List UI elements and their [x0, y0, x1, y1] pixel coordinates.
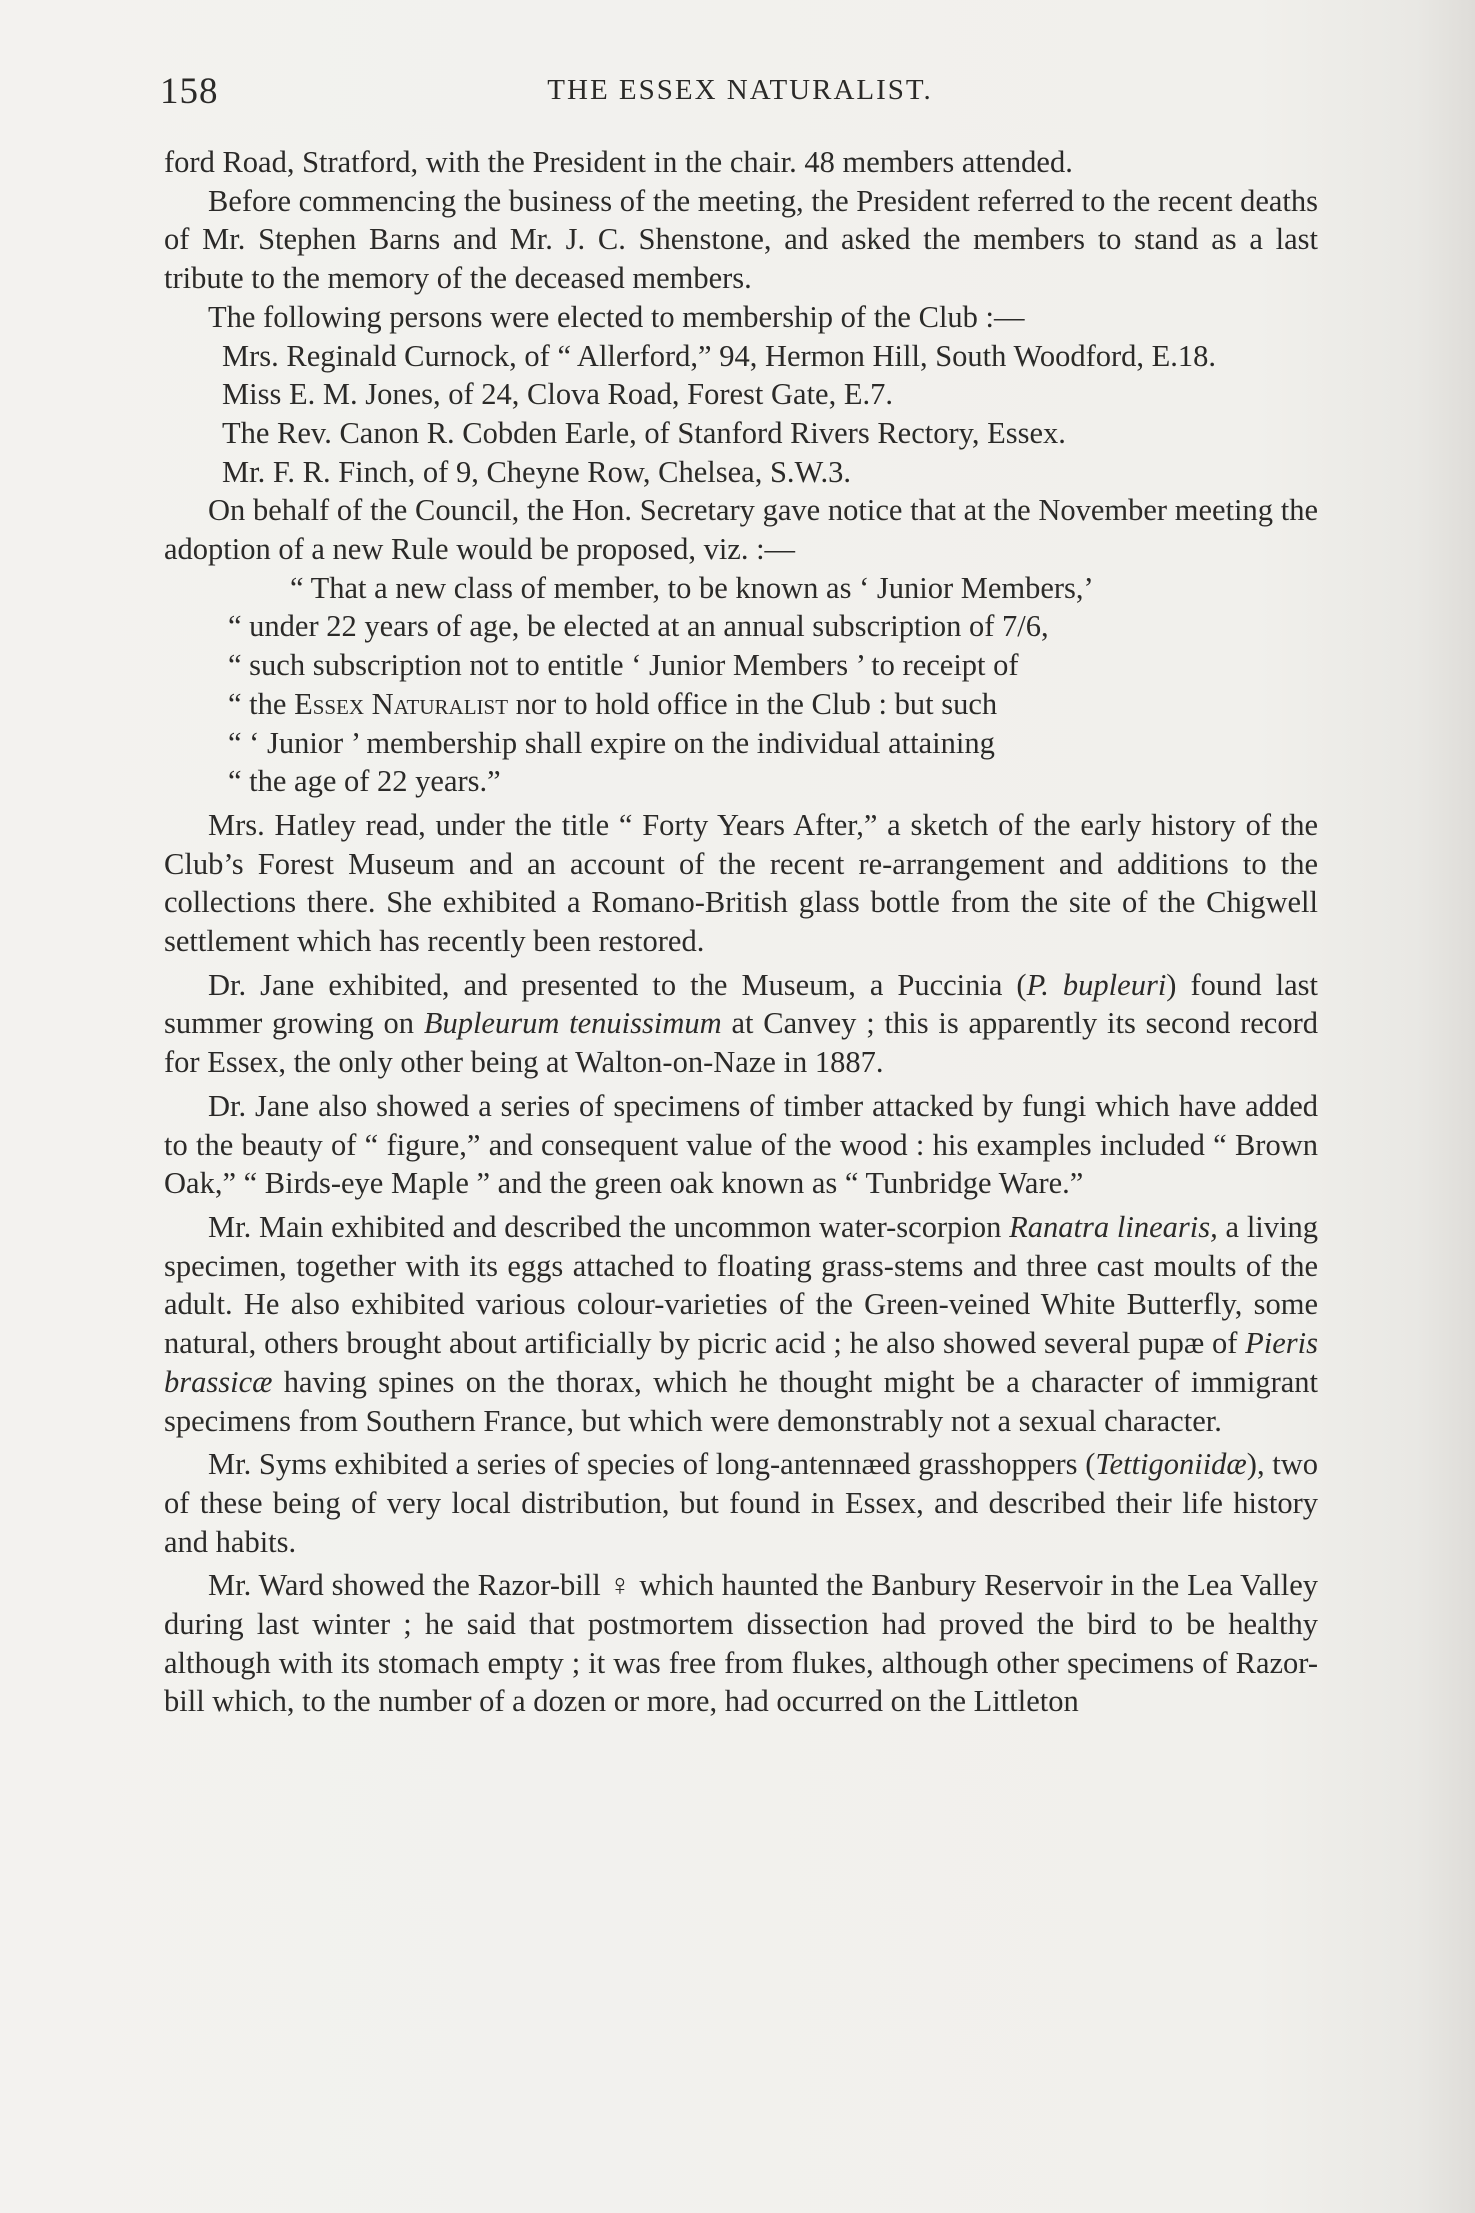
paragraph-jane-puccinia: Dr. Jane exhibited, and presented to the Museum, a Puccinia (P. bupleuri) found last summer growing on Bupleurum tenuissimum at Canvey ; this is apparently its second record for Essex, the only other being at Walton-on-Naze in 1887. [164, 967, 1318, 1080]
quote-line: “ the Essex Naturalist nor to hold office in the Club : but such [228, 686, 998, 721]
member-entry: The Rev. Canon R. Cobden Earle, of Stanford Rivers Rectory, Essex. [222, 415, 1066, 450]
family-name: Tettigoniidæ [1095, 1447, 1247, 1482]
page-header [160, 70, 1320, 120]
page-number: 158 [160, 71, 219, 112]
paragraph-hatley: Mrs. Hatley read, under the title “ Forty Years After,” a sketch of the early history of the Club’s Forest Museum and an account of the recent re-arrangement and additions to the collections there. She exhibited a Romano-British glass bottle from the site of the Chigwell settlement which has recently been restored. [164, 807, 1318, 959]
quote-line: “ ‘ Junior ’ membership shall expire on the individual attaining [228, 725, 995, 760]
species-name: Ranatra linearis, [1009, 1209, 1218, 1244]
paragraph-council-notice: On behalf of the Council, the Hon. Secretary gave notice that at the November meeting the adoption of a new Rule would be proposed, viz. :— [164, 493, 1318, 567]
paragraph-ward: Mr. Ward showed the Razor-bill ♀ which haunted the Banbury Reservoir in the Lea Valley during last winter ; he said that postmortem dissection had proved the bird to be healthy although with its stomach empty ; it was free from flukes, although other specimens of Razor-bill which, to the number of a dozen or more, had occurred on the Littleton [164, 1568, 1318, 1719]
running-title: THE ESSEX NATURALIST. [547, 74, 933, 106]
paragraph-elections: The following persons were elected to membership of the Club :— [208, 299, 1025, 334]
paragraph-jane-timber: Dr. Jane also showed a series of specimens of timber attacked by fungi which have added to the beauty of “ figure,” and consequent value of the wood : his examples included “ Brown Oak,” “ Birds-eye Maple ” and the green oak known as “ Tunbridge Ware.” [164, 1088, 1318, 1201]
paragraph-continuation: ford Road, Stratford, with the President in the chair. 48 members attended. [164, 145, 1073, 179]
quote-line: “ the age of 22 years.” [228, 764, 501, 799]
paragraph-main: Mr. Main exhibited and described the uncommon water-scorpion Ranatra linearis, a living specimen, together with its eggs attached to floating grass-stems and three cast moults of the adult. He also exhibited various colour-varieties of the Green-veined White Butterfly, some natural, others brought about artificially by picric acid ; he also showed several pupæ of Pieris brassicæ having spines on the thorax, which he thought might be a character of immigrant specimens from Southern France, but which were demonstrably not a sexual character. [164, 1209, 1319, 1438]
quote-line: “ under 22 years of age, be elected at an annual subscription of 7/6, [228, 609, 1049, 644]
species-name: Pieris brassicæ [164, 1326, 1318, 1399]
quote-line: “ That a new class of member, to be known as ‘ Junior Members,’ [290, 570, 1094, 605]
species-name: P. bupleuri [1026, 967, 1167, 1002]
member-entry: Miss E. M. Jones, of 24, Clova Road, Forest Gate, E.7. [222, 377, 893, 412]
member-entry: Mrs. Reginald Curnock, of “ Allerford,” 94, Hermon Hill, South Woodford, E.18. [222, 338, 1217, 373]
member-entry: Mr. F. R. Finch, of 9, Cheyne Row, Chelsea, S.W.3. [222, 454, 852, 489]
paragraph-deaths: Before commencing the business of the meeting, the President referred to the recent deaths of Mr. Stephen Barns and Mr. J. C. Shenstone, and asked the members to stand as a last tribute to the memory of the deceased members. [164, 183, 1318, 296]
journal-name: Essex Naturalist [294, 686, 509, 721]
quote-line: “ such subscription not to entitle ‘ Junior Members ’ to receipt of [228, 648, 1019, 683]
paragraph-syms: Mr. Syms exhibited a series of species of long-antennæed grasshoppers (Tettigoniidæ), two of these being of very local distribution, but found in Essex, and described their life history and habits. [164, 1447, 1318, 1559]
page-body [164, 143, 1318, 1721]
species-name: Bupleurum tenuissimum [423, 1006, 722, 1041]
proposed-rule-quote [164, 569, 1318, 801]
